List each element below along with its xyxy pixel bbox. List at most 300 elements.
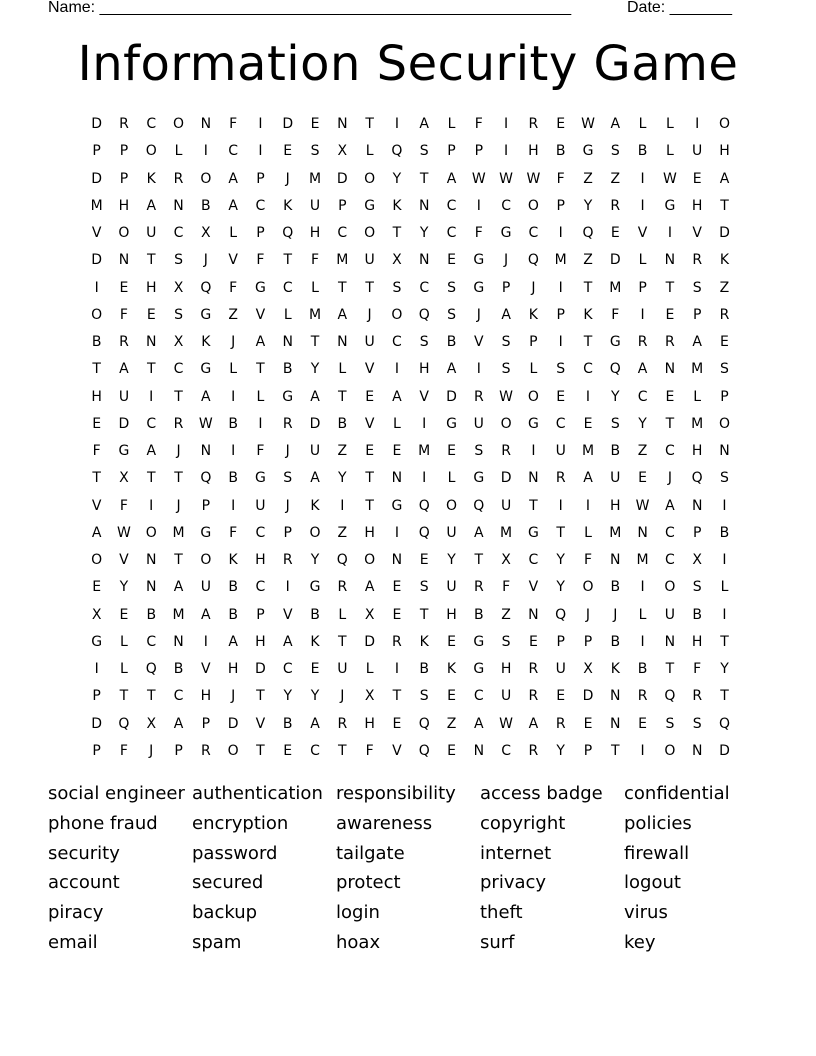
grid-letter: N xyxy=(391,552,403,568)
grid-letter: I xyxy=(340,497,345,514)
grid-letter: W xyxy=(526,170,541,187)
grid-letter: I xyxy=(285,579,290,596)
grid-row xyxy=(83,302,738,329)
grid-letter: C xyxy=(392,334,402,350)
grid-letter: S xyxy=(720,470,729,487)
grid-letter: E xyxy=(392,606,402,623)
grid-letter: S xyxy=(610,415,620,432)
grid-letter: I xyxy=(149,388,154,405)
grid-letter: G xyxy=(664,197,676,214)
grid-letter: A xyxy=(201,388,211,405)
grid-letter: S xyxy=(310,143,320,160)
grid-letter: E xyxy=(665,306,675,323)
grid-letter: R xyxy=(119,334,129,350)
grid-letter: Z xyxy=(583,252,593,269)
grid-letter: E xyxy=(92,579,102,596)
grid-letter: D xyxy=(91,715,103,732)
grid-letter: G xyxy=(282,388,294,405)
grid-letter: I xyxy=(558,497,563,514)
grid-letter: C xyxy=(664,443,675,459)
grid-letter: U xyxy=(473,415,484,432)
grid-letter: M xyxy=(308,170,322,187)
grid-letter: Y xyxy=(556,552,565,568)
grid-letter: G xyxy=(527,524,539,541)
grid-letter: Z xyxy=(337,443,348,459)
grid-letter: P xyxy=(447,143,456,160)
grid-letter: P xyxy=(638,279,647,296)
grid-letter: L xyxy=(584,524,592,541)
grid-letter: N xyxy=(118,252,130,269)
grid-letter: R xyxy=(119,116,129,132)
grid-letter: P xyxy=(92,688,101,705)
grid-letter: D xyxy=(609,252,621,269)
grid-letter: I xyxy=(722,606,727,623)
grid-letter: X xyxy=(173,334,184,350)
grid-letter: D xyxy=(336,170,348,187)
grid-letter: J xyxy=(585,606,591,623)
grid-letter: U xyxy=(200,579,211,596)
grid-letter: N xyxy=(146,579,157,596)
grid-letter: K xyxy=(610,661,620,677)
grid-letter: T xyxy=(583,279,593,296)
grid-letter: S xyxy=(447,306,456,323)
grid-letter: Y xyxy=(392,170,402,187)
grid-letter: S xyxy=(501,633,511,650)
grid-letter: T xyxy=(146,252,156,269)
grid-letter: E xyxy=(528,633,538,650)
grid-letter: U xyxy=(500,497,512,514)
grid-letter: B xyxy=(446,334,457,350)
grid-letter: O xyxy=(91,552,103,568)
grid-letter: V xyxy=(91,497,102,514)
grid-letter: Q xyxy=(582,225,594,241)
grid-letter: G xyxy=(500,225,512,241)
grid-letter: Y xyxy=(447,552,456,568)
grid-letter: N xyxy=(282,334,293,350)
grid-letter: O xyxy=(364,552,376,568)
grid-letter: E xyxy=(119,606,129,623)
grid-letter: D xyxy=(309,415,321,432)
grid-letter: R xyxy=(528,688,539,705)
grid-letter: K xyxy=(583,306,593,323)
word-bank-item: copyright xyxy=(480,812,566,834)
grid-letter: N xyxy=(146,552,157,568)
grid-letter: S xyxy=(474,443,484,459)
grid-letter: B xyxy=(692,606,702,623)
grid-letter: S xyxy=(419,334,429,350)
grid-letter: F xyxy=(583,552,593,568)
grid-letter: I xyxy=(722,497,727,514)
word-bank-item: security xyxy=(48,842,120,864)
grid-letter: O xyxy=(91,306,103,323)
grid-letter: E xyxy=(447,742,456,759)
grid-letter: A xyxy=(610,116,621,132)
grid-letter: E xyxy=(692,170,702,187)
word-bank-item: awareness xyxy=(336,812,433,834)
date-field: Date: _______ xyxy=(627,0,732,16)
grid-letter: Y xyxy=(720,661,729,677)
grid-letter: C xyxy=(337,225,348,241)
word-bank-row xyxy=(48,779,768,809)
grid-letter: E xyxy=(419,552,429,568)
grid-letter: F xyxy=(256,443,265,459)
grid-letter: N xyxy=(200,116,212,132)
grid-letter: L xyxy=(720,579,729,596)
grid-letter: E xyxy=(665,388,675,405)
grid-letter: S xyxy=(174,306,183,323)
grid-letter: I xyxy=(558,225,563,241)
word-bank-item: virus xyxy=(624,902,668,924)
grid-letter: Y xyxy=(310,688,320,705)
grid-letter: E xyxy=(283,742,293,759)
grid-letter: R xyxy=(665,334,675,350)
grid-letter: N xyxy=(637,524,648,541)
grid-letter: P xyxy=(556,306,565,323)
word-bank-item: tailgate xyxy=(336,842,405,864)
grid-letter: H xyxy=(255,552,266,568)
grid-letter: J xyxy=(476,306,481,323)
grid-letter: O xyxy=(582,579,594,596)
grid-letter: B xyxy=(228,415,238,432)
grid-letter: P xyxy=(501,279,511,296)
grid-letter: D xyxy=(364,633,375,650)
word-bank-row xyxy=(48,928,768,958)
grid-letter: A xyxy=(528,715,539,732)
grid-letter: M xyxy=(500,524,513,541)
grid-letter: M xyxy=(336,252,349,269)
grid-letter: Y xyxy=(310,552,320,568)
grid-letter: I xyxy=(640,306,645,323)
grid-letter: Z xyxy=(719,279,730,296)
grid-letter: J xyxy=(285,443,290,459)
grid-letter: O xyxy=(173,116,185,132)
grid-letter: T xyxy=(665,279,675,296)
grid-letter: M xyxy=(691,361,704,378)
grid-letter: B xyxy=(555,143,566,160)
grid-letter: T xyxy=(174,552,183,568)
grid-letter: Y xyxy=(310,361,320,378)
grid-letter: E xyxy=(638,715,648,732)
grid-letter: I xyxy=(531,443,536,459)
word-bank-item: encryption xyxy=(192,812,289,834)
grid-letter: T xyxy=(529,497,538,514)
word-bank-item: firewall xyxy=(624,842,690,864)
grid-letter: N xyxy=(146,334,157,350)
grid-letter: I xyxy=(558,334,563,350)
grid-letter: X xyxy=(91,606,102,623)
grid-letter: Z xyxy=(637,443,648,459)
grid-letter: R xyxy=(637,334,648,350)
word-bank-item: phone fraud xyxy=(48,812,158,834)
grid-letter: A xyxy=(173,579,184,596)
grid-letter: K xyxy=(228,552,238,568)
grid-letter: J xyxy=(285,170,290,187)
grid-letter: A xyxy=(146,443,157,459)
grid-letter: G xyxy=(200,361,212,378)
grid-letter: D xyxy=(91,116,103,132)
grid-letter: P xyxy=(529,334,538,350)
grid-letter: V xyxy=(255,306,266,323)
grid-letter: T xyxy=(665,661,675,677)
grid-letter: I xyxy=(149,497,154,514)
grid-letter: P xyxy=(92,143,101,160)
grid-letter: H xyxy=(691,197,703,214)
grid-letter: T xyxy=(365,116,374,132)
grid-letter: V xyxy=(282,606,293,623)
grid-letter: A xyxy=(173,715,184,732)
grid-letter: V xyxy=(419,388,429,405)
grid-letter: V xyxy=(364,415,375,432)
grid-row xyxy=(83,629,738,656)
grid-letter: E xyxy=(119,279,129,296)
word-bank xyxy=(48,779,768,958)
grid-letter: A xyxy=(364,579,375,596)
grid-letter: S xyxy=(419,688,429,705)
grid-letter: U xyxy=(692,143,703,160)
grid-letter: G xyxy=(118,443,130,459)
grid-letter: D xyxy=(118,415,130,432)
grid-letter: M xyxy=(90,197,103,214)
grid-letter: E xyxy=(447,633,456,650)
grid-letter: L xyxy=(529,361,538,378)
grid-letter: Q xyxy=(336,552,348,568)
grid-letter: H xyxy=(200,688,212,705)
grid-letter: C xyxy=(310,742,320,759)
grid-letter: P xyxy=(201,497,211,514)
grid-letter: I xyxy=(94,661,99,677)
grid-letter: D xyxy=(719,742,730,759)
grid-letter: C xyxy=(282,279,293,296)
grid-letter: G xyxy=(255,470,266,487)
grid-letter: B xyxy=(146,606,157,623)
grid-letter: A xyxy=(446,170,457,187)
grid-row xyxy=(83,683,738,710)
grid-letter: O xyxy=(527,388,539,405)
grid-letter: T xyxy=(119,688,129,705)
grid-letter: A xyxy=(310,715,320,732)
grid-row xyxy=(83,465,738,492)
grid-letter: T xyxy=(338,633,347,650)
grid-letter: U xyxy=(610,470,621,487)
grid-letter: I xyxy=(394,661,399,677)
grid-letter: J xyxy=(203,252,208,269)
grid-letter: D xyxy=(227,715,239,732)
grid-letter: C xyxy=(255,524,266,541)
grid-letter: L xyxy=(229,225,238,241)
grid-letter: I xyxy=(640,633,645,650)
grid-letter: I xyxy=(422,470,427,487)
grid-letter: T xyxy=(146,470,156,487)
grid-row xyxy=(83,111,738,138)
grid-letter: F xyxy=(229,279,238,296)
grid-letter: F xyxy=(365,742,374,759)
grid-letter: D xyxy=(282,116,294,132)
grid-letter: H xyxy=(610,497,621,514)
grid-letter: H xyxy=(691,443,703,459)
grid-letter: K xyxy=(392,197,402,214)
grid-letter: T xyxy=(338,388,347,405)
grid-letter: S xyxy=(419,579,429,596)
word-bank-item: confidential xyxy=(624,783,730,804)
grid-letter: J xyxy=(231,334,236,350)
grid-row xyxy=(83,411,738,438)
grid-letter: E xyxy=(556,388,566,405)
grid-letter: O xyxy=(118,225,130,241)
grid-letter: R xyxy=(173,415,184,432)
grid-letter: U xyxy=(364,252,375,269)
grid-row xyxy=(83,438,738,465)
word-bank-item: login xyxy=(336,902,380,924)
grid-letter: L xyxy=(256,388,265,405)
grid-letter: E xyxy=(583,715,593,732)
grid-letter: W xyxy=(662,170,677,187)
word-bank-row xyxy=(48,898,768,928)
grid-letter: H xyxy=(364,715,375,732)
grid-letter: C xyxy=(446,225,457,241)
grid-letter: B xyxy=(310,606,320,623)
grid-letter: J xyxy=(176,443,181,459)
grid-letter: Q xyxy=(200,470,212,487)
grid-letter: G xyxy=(609,334,621,350)
grid-letter: N xyxy=(691,742,703,759)
grid-letter: V xyxy=(392,742,402,759)
grid-letter: F xyxy=(119,306,128,323)
grid-letter: J xyxy=(231,688,236,705)
grid-letter: O xyxy=(364,170,376,187)
grid-letter: S xyxy=(692,715,702,732)
word-bank-item: policies xyxy=(624,812,692,834)
grid-row xyxy=(83,547,738,574)
grid-letter: T xyxy=(92,470,101,487)
grid-letter: L xyxy=(693,388,702,405)
grid-letter: H xyxy=(691,633,703,650)
grid-row xyxy=(83,656,738,683)
grid-letter: J xyxy=(149,742,154,759)
grid-letter: A xyxy=(119,361,129,378)
grid-letter: C xyxy=(255,197,266,214)
grid-letter: X xyxy=(392,252,402,269)
grid-letter: S xyxy=(501,334,511,350)
grid-letter: M xyxy=(418,443,431,459)
grid-letter: C xyxy=(173,361,184,378)
grid-letter: P xyxy=(256,170,265,187)
grid-letter: V xyxy=(255,715,266,732)
grid-letter: C xyxy=(173,225,184,241)
grid-letter: I xyxy=(476,197,481,214)
grid-letter: T xyxy=(365,497,374,514)
grid-letter: T xyxy=(720,633,729,650)
grid-letter: E xyxy=(556,116,566,132)
grid-letter: V xyxy=(364,361,375,378)
grid-letter: R xyxy=(555,470,566,487)
grid-letter: U xyxy=(364,334,375,350)
word-bank-item: surf xyxy=(480,931,515,953)
grid-letter: C xyxy=(555,415,566,432)
grid-letter: G xyxy=(364,197,376,214)
word-bank-item: responsibility xyxy=(336,783,456,804)
grid-letter: P xyxy=(256,606,265,623)
grid-letter: M xyxy=(172,524,185,541)
grid-letter: M xyxy=(609,279,622,296)
grid-letter: T xyxy=(720,197,729,214)
grid-letter: I xyxy=(640,579,645,596)
word-bank-item: authentication xyxy=(192,783,323,804)
grid-letter: P xyxy=(119,143,129,160)
grid-letter: X xyxy=(337,143,348,160)
grid-letter: N xyxy=(200,443,212,459)
grid-letter: E xyxy=(447,688,456,705)
grid-letter: H xyxy=(446,606,457,623)
grid-letter: B xyxy=(201,197,211,214)
grid-letter: G xyxy=(473,252,485,269)
grid-letter: Q xyxy=(418,524,430,541)
grid-letter: I xyxy=(585,497,591,514)
grid-letter: W xyxy=(499,388,514,405)
grid-letter: L xyxy=(229,361,238,378)
grid-letter: O xyxy=(364,225,376,241)
grid-row xyxy=(83,329,738,356)
grid-letter: N xyxy=(664,633,676,650)
grid-letter: G xyxy=(473,470,485,487)
grid-letter: B xyxy=(719,524,730,541)
grid-letter: G xyxy=(200,306,212,323)
grid-letter: P xyxy=(474,143,484,160)
grid-letter: H xyxy=(309,225,321,241)
grid-letter: K xyxy=(419,633,429,650)
grid-letter: P xyxy=(720,388,729,405)
grid-letter: L xyxy=(174,143,183,160)
grid-letter: I xyxy=(585,388,591,405)
word-bank-item: internet xyxy=(480,842,552,864)
grid-letter: T xyxy=(256,361,265,378)
grid-letter: B xyxy=(91,334,102,350)
grid-letter: Q xyxy=(664,688,676,705)
grid-letter: F xyxy=(119,742,128,759)
grid-letter: E xyxy=(283,143,293,160)
grid-row xyxy=(83,711,738,738)
grid-letter: A xyxy=(665,497,675,514)
grid-letter: L xyxy=(447,470,456,487)
grid-letter: R xyxy=(610,197,621,214)
grid-letter: B xyxy=(610,579,621,596)
grid-letter: F xyxy=(556,170,565,187)
grid-letter: M xyxy=(609,524,622,541)
grid-letter: I xyxy=(394,361,399,378)
grid-letter: F xyxy=(310,252,320,269)
grid-letter: T xyxy=(611,742,620,759)
grid-letter: L xyxy=(120,633,128,650)
grid-letter: Q xyxy=(418,497,430,514)
grid-letter: X xyxy=(583,661,593,677)
name-field: Name: _____________________________________________________ xyxy=(48,0,572,16)
grid-letter: I xyxy=(258,143,263,160)
grid-letter: E xyxy=(392,579,402,596)
grid-letter: Y xyxy=(419,225,429,241)
grid-letter: T xyxy=(392,225,402,241)
grid-letter: O xyxy=(718,415,730,432)
grid-letter: W xyxy=(499,715,514,732)
grid-letter: I xyxy=(94,279,99,296)
grid-letter: A xyxy=(419,116,429,132)
grid-letter: L xyxy=(120,661,128,677)
grid-letter: H xyxy=(528,143,539,160)
grid-letter: M xyxy=(636,552,649,568)
grid-letter: E xyxy=(365,388,375,405)
grid-letter: T xyxy=(419,606,429,623)
grid-row xyxy=(83,138,738,165)
grid-letter: I xyxy=(640,197,645,214)
grid-letter: U xyxy=(146,225,157,241)
